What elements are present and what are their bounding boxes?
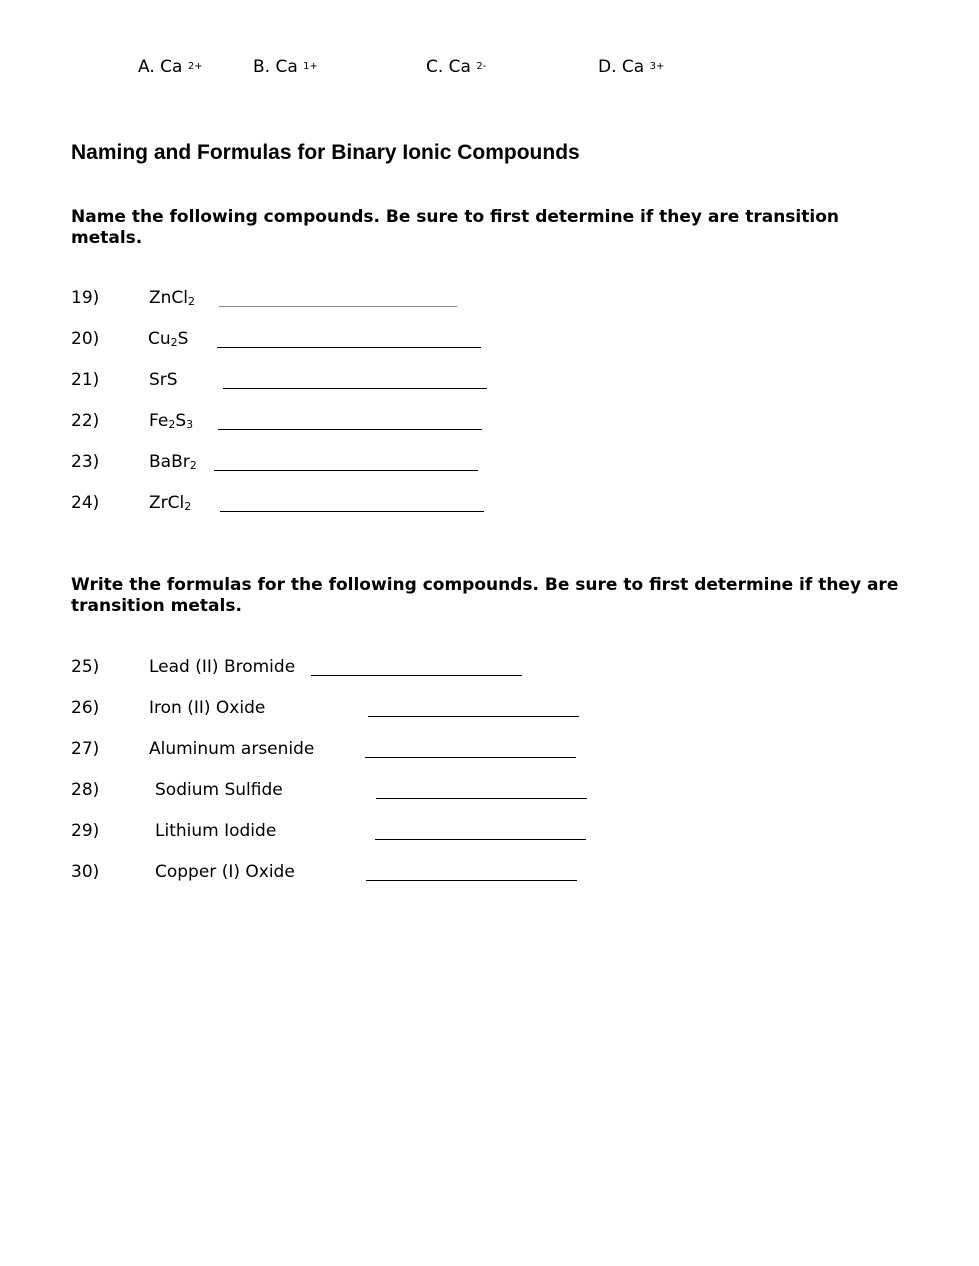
choice-a-label: A. Ca: [138, 57, 183, 77]
answer-blank[interactable]: [366, 880, 577, 881]
compound-name: Iron (II) Oxide: [149, 698, 266, 718]
item-number: 27): [71, 739, 100, 759]
choice-b: [253, 57, 318, 77]
answer-blank[interactable]: [218, 429, 482, 430]
answer-blank[interactable]: [220, 511, 484, 512]
choice-d-charge: 3+: [649, 61, 665, 72]
item-number: 25): [71, 657, 100, 677]
compound-formula: BaBr$_2$: [149, 452, 197, 472]
item-number: 24): [71, 493, 100, 513]
item-number: 20): [71, 329, 100, 349]
compound-name: Aluminum arsenide: [149, 739, 315, 759]
item-number: 22): [71, 411, 100, 431]
compound-formula: $Cu_2S$: [148, 329, 189, 349]
choice-c: [426, 57, 486, 77]
part2-instructions: Write the formulas for the following compounds. Be sure to first determine if they are transition metals.: [71, 575, 899, 616]
answer-blank[interactable]: [311, 675, 522, 676]
answer-blank[interactable]: [368, 716, 579, 717]
choice-c-charge: 2-: [476, 61, 487, 72]
compound-name: Sodium Sulfide: [155, 780, 283, 800]
compound-name: Lithium Iodide: [155, 821, 277, 841]
choice-a: [138, 57, 203, 77]
item-number: 26): [71, 698, 100, 718]
compound-name: Copper (I) Oxide: [155, 862, 295, 882]
item-number: 21): [71, 370, 100, 390]
answer-blank[interactable]: [219, 306, 457, 307]
choice-c-label: C. Ca: [426, 57, 471, 77]
compound-name: Lead (II) Bromide: [149, 657, 296, 677]
answer-blank[interactable]: [223, 388, 487, 389]
section-title: Naming and Formulas for Binary Ionic Compounds: [71, 141, 580, 164]
choice-b-charge: 1+: [303, 61, 318, 72]
compound-formula: ZrCl$_2$: [149, 493, 192, 513]
item-number: 30): [71, 862, 100, 882]
compound-formula: $Fe_2S_3$: [149, 411, 194, 431]
compound-formula: SrS: [149, 370, 178, 390]
answer-blank[interactable]: [214, 470, 478, 471]
answer-blank[interactable]: [376, 798, 587, 799]
item-number: 28): [71, 780, 100, 800]
part1-instructions: Name the following compounds. Be sure to first determine if they are transition metals.: [71, 207, 839, 248]
item-number: 23): [71, 452, 100, 472]
choice-b-label: B. Ca: [253, 57, 298, 77]
choice-d-label: D. Ca: [598, 57, 645, 77]
answer-blank[interactable]: [375, 839, 586, 840]
choice-d: [598, 57, 664, 77]
item-number: 19): [71, 288, 100, 308]
answer-blank[interactable]: [365, 757, 576, 758]
compound-formula: ZnCl$_2$: [149, 288, 196, 308]
item-number: 29): [71, 821, 100, 841]
answer-blank[interactable]: [217, 347, 481, 348]
choice-a-charge: 2+: [187, 61, 203, 72]
